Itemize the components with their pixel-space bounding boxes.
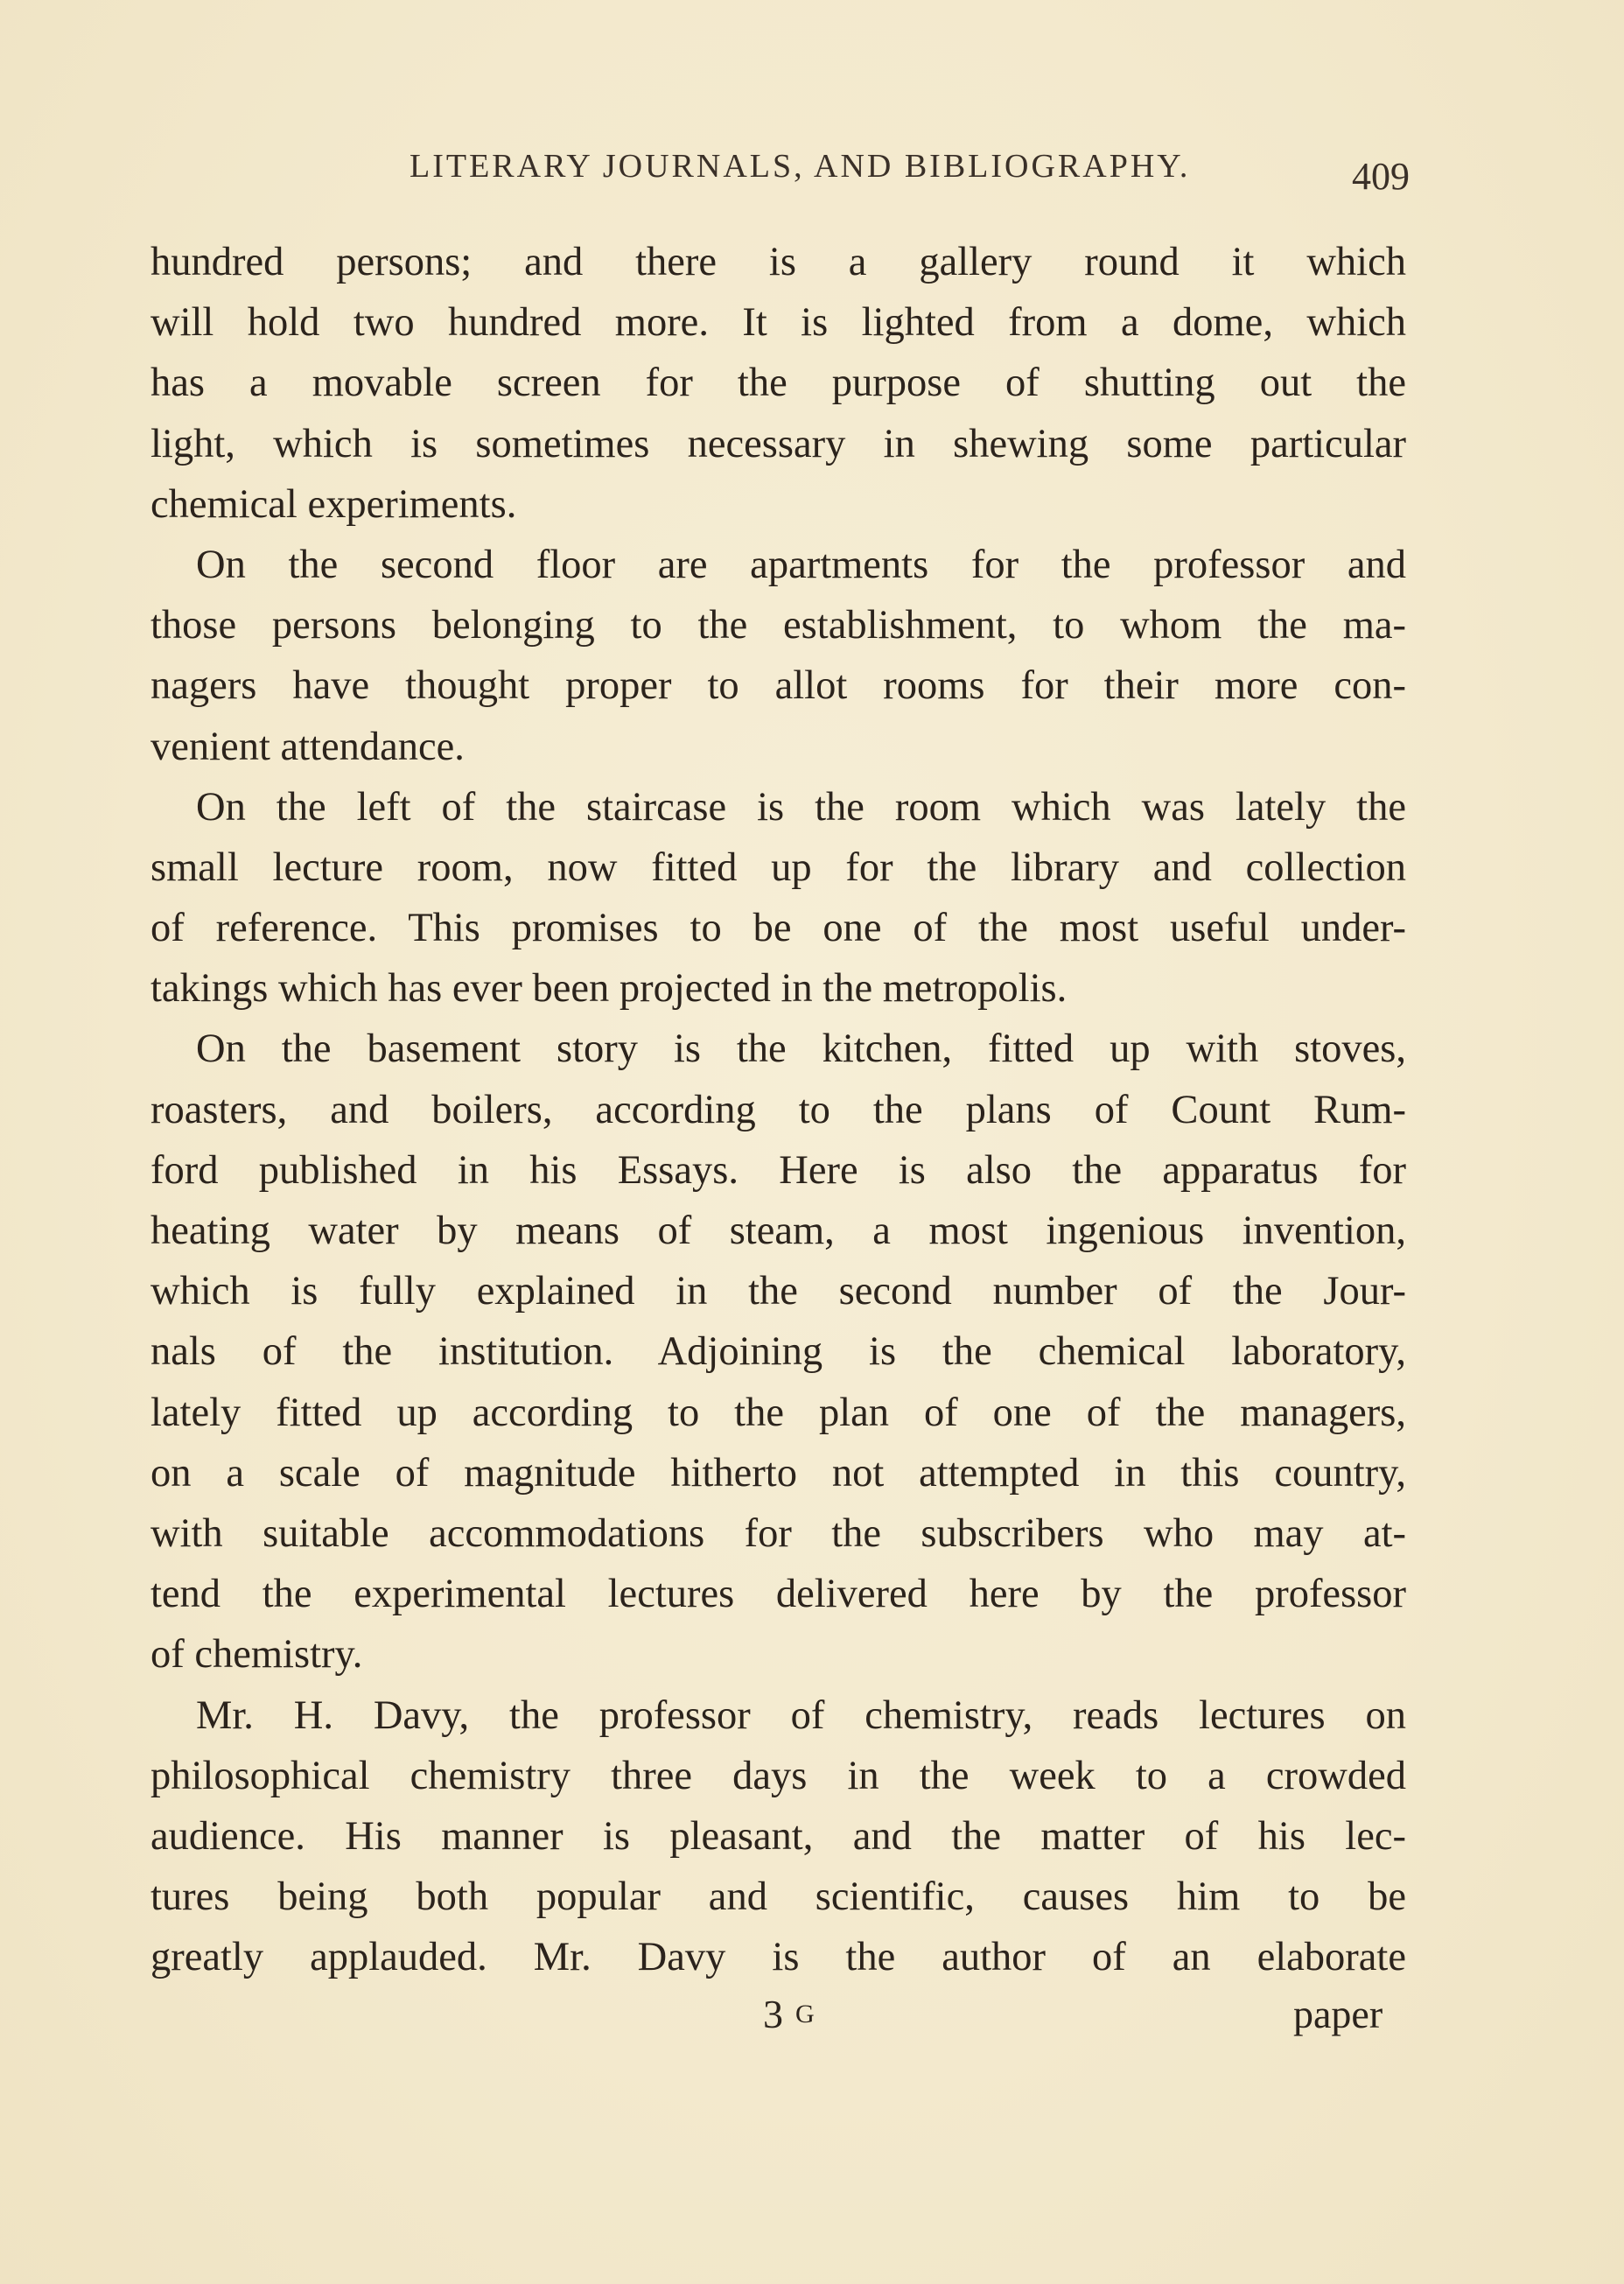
- paragraph-start-line: On the left of the staircase is the room which was lately the: [196, 784, 1406, 830]
- text-line: audience. His manner is pleasant, and the matter of his lec-: [150, 1813, 1406, 1859]
- text-line: takings which has ever been projected in the metropolis.: [150, 966, 1068, 1012]
- text-line: ford published in his Essays. Here is also the apparatus for: [150, 1147, 1406, 1193]
- text-line: lately fitted up according to the plan of one of the managers,: [150, 1390, 1406, 1435]
- paragraph-start-line: On the second floor are apartments for the professor and: [196, 542, 1406, 587]
- text-line: venient attendance.: [150, 724, 465, 769]
- text-line: of chemistry.: [150, 1632, 363, 1678]
- text-line: hundred persons; and there is a gallery round it which: [150, 240, 1406, 284]
- text-line: of reference. This promises to be one of the most useful under-: [150, 906, 1406, 951]
- text-line: nagers have thought proper to allot rooms for their more con-: [150, 663, 1406, 709]
- text-line: on a scale of magnitude hitherto not attempted in this country,: [150, 1450, 1406, 1496]
- text-line: roasters, and boilers, according to the plans of Count Rum-: [150, 1087, 1406, 1132]
- text-line: will hold two hundred more. It is lighted from a dome, which: [150, 300, 1406, 346]
- body-text: [150, 232, 1406, 1987]
- text-line: greatly applauded. Mr. Davy is the author of an elaborate: [150, 1935, 1406, 1980]
- paragraph-start-line: On the basement story is the kitchen, fitted up with stoves,: [196, 1026, 1406, 1072]
- signature-mark: [763, 1991, 816, 2037]
- text-line: small lecture room, now fitted up for the library and collection: [150, 844, 1406, 890]
- text-line: with suitable accommodations for the subscribers who may at-: [150, 1510, 1406, 1556]
- page-footer: [0, 1991, 1624, 2052]
- text-line: which is fully explained in the second number of the Jour-: [150, 1269, 1406, 1314]
- paragraph-start-line: Mr. H. Davy, the professor of chemistry, reads lectures on: [196, 1692, 1406, 1738]
- page-number: 409: [1352, 155, 1410, 198]
- text-line: light, which is sometimes necessary in shewing some particular: [150, 421, 1406, 466]
- text-line: philosophical chemistry three days in the week to a crowded: [150, 1753, 1406, 1798]
- text-line: chemical experiments.: [150, 481, 517, 527]
- catchword: paper: [1293, 1992, 1383, 2036]
- running-title: LITERARY JOURNALS, AND BIBLIOGRAPHY.: [410, 148, 1191, 185]
- text-line: heating water by means of steam, a most ingenious invention,: [150, 1209, 1406, 1253]
- text-line: nals of the institution. Adjoining is the chemical laboratory,: [150, 1329, 1406, 1375]
- text-line: has a movable screen for the purpose of shutting out the: [150, 361, 1406, 406]
- text-line: those persons belonging to the establishment, to whom the ma-: [150, 603, 1406, 648]
- signature-number: 3: [763, 1992, 783, 2036]
- text-line: tures being both popular and scientific, causes him to be: [150, 1874, 1406, 1920]
- signature-letter: G: [795, 2000, 816, 2028]
- text-line: tend the experimental lectures delivered here by the professor: [150, 1572, 1406, 1617]
